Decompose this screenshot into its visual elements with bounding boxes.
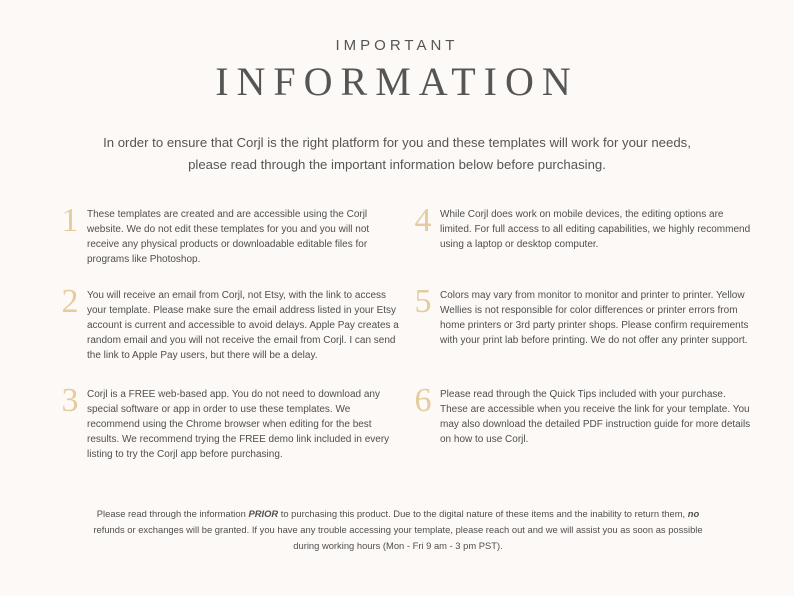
item-text: You will receive an email from Corjl, not Etsy, with the link to access your template. Please make sure the email address listed in your Etsy account is current and accessible to avoid delays. Apple Pay creates a random email and you will not receive the email from Corjl. I can send the link to Apple Pay users, but there will be a delay. [87,290,399,361]
item-text: Colors may vary from monitor to monitor and printer to printer. Yellow Wellies is not responsible for color differences or printer errors from home printers or 3rd party printer shops. Please confirm requirements with your print lab before printing. We do not offer any printer support. [440,290,749,346]
page-title: INFORMATION [215,59,579,104]
item-text: These templates are created and are accessible using the Corjl website. We do not edit these templates for you and you will not receive any physical products or downloadable editable files for programs like Photoshop. [87,209,370,265]
eyebrow-heading: IMPORTANT [335,37,459,54]
footer-disclaimer [80,506,716,554]
footer-text-1: Please read through the information [96,508,249,519]
intro-paragraph: In order to ensure that Corjl is the right platform for you and these templates will work for your needs, please read through the important information below before purchasing. [103,135,691,172]
item-text: Corjl is a FREE web-based app. You do not need to download any special software or app in order to use these templates. We recommend using the Chrome browser when editing for the best results. We recommend trying the FREE demo link included in every listing to try the Corjl app before purchasing. [87,389,390,460]
item-text: Please read through the Quick Tips included with your purchase. These are accessible when you receive the link for your template. You may also download the detailed PDF instruction guide for more details on how to use Corjl. [440,389,751,445]
item-number: 1 [61,202,79,239]
footer-text-2: to purchasing this product. Due to the digital nature of these items and the inability to return them, [278,508,688,519]
footer-prior-emphasis: PRIOR [248,508,279,519]
footer-no-emphasis: no [687,508,700,519]
item-number: 5 [414,283,432,320]
item-number: 3 [61,382,79,419]
footer-text-3: refunds or exchanges will be granted. If you have any trouble accessing your template, please reach out and we will assist you as soon as possible during working hours (Mon - Fri 9 am - 3 pm PST). [93,524,703,551]
item-number: 6 [414,382,432,419]
item-text: While Corjl does work on mobile devices, the editing options are limited. For full access to all editing capabilities, we highly recommend using a laptop or desktop computer. [440,209,751,250]
item-number: 4 [414,202,432,239]
item-number: 2 [61,283,79,320]
